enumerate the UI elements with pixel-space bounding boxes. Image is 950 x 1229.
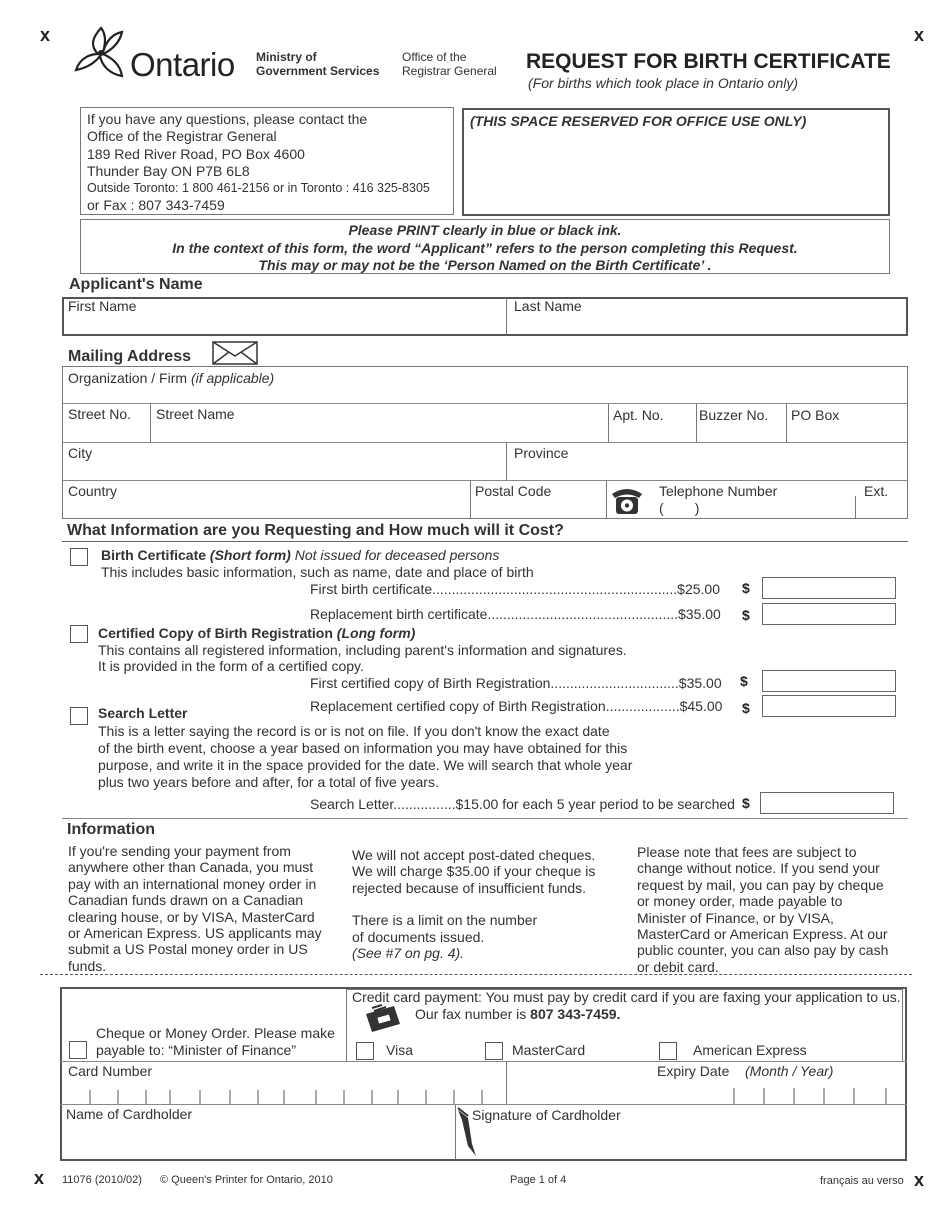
- info-line: If you're sending your payment from: [68, 843, 291, 859]
- street-no-label: Street No.: [68, 406, 132, 422]
- fax-machine-icon: [360, 1002, 404, 1036]
- dollar-sign: $: [740, 673, 748, 689]
- search-line: plus two years before and after, for a total of five years.: [98, 774, 439, 790]
- cheque-instruction-1: Cheque or Money Order. Please make: [96, 1025, 335, 1041]
- extension-input[interactable]: [860, 500, 904, 516]
- info-line: We will not accept post-dated cheques.: [352, 847, 596, 863]
- cheque-instruction-2: payable to: “Minister of Finance”: [96, 1042, 296, 1058]
- last-name-input[interactable]: [512, 314, 904, 334]
- long-form-name: Certified Copy of Birth Registration: [98, 625, 333, 641]
- divider: [786, 404, 787, 442]
- ministry-name: [256, 50, 379, 78]
- organization-note: (if applicable): [190, 370, 275, 386]
- apt-no-label: Apt. No.: [613, 407, 664, 423]
- info-line: or American Express. US applicants may: [68, 925, 322, 942]
- divider: [608, 404, 609, 442]
- information-column-1: [68, 843, 340, 974]
- divider: [62, 403, 908, 404]
- long-form-title: [98, 625, 415, 641]
- corner-mark-top-right: x: [914, 25, 925, 45]
- ink-notice: [80, 222, 890, 275]
- street-name-label: Street Name: [156, 406, 235, 422]
- organization-input[interactable]: [66, 386, 904, 402]
- info-line: submit a US Postal money order in US: [68, 941, 308, 958]
- divider: [150, 404, 151, 442]
- city-input[interactable]: [66, 462, 502, 478]
- visa-checkbox[interactable]: [356, 1042, 374, 1060]
- long-form-description-2: It is provided in the form of a certified copy.: [98, 658, 364, 674]
- divider: [506, 443, 507, 480]
- divider: [62, 818, 908, 819]
- search-letter-fee: Search Letter................$15.00 for each 5 year period to be searched: [310, 796, 735, 812]
- signature-input[interactable]: [486, 1124, 904, 1158]
- telephone-input[interactable]: [720, 500, 850, 516]
- first-certificate-fee: First birth certificate...............................................................$25.00: [310, 581, 721, 597]
- contact-line: or Fax : 807 343-7459: [87, 197, 225, 214]
- notice-line-2: In the context of this form, the word “Applicant” refers to the person completing this Request.: [172, 239, 798, 256]
- office-name: [402, 50, 497, 78]
- province-label: Province: [514, 445, 569, 461]
- applicant-heading: Applicant's Name: [69, 276, 203, 293]
- short-form-description: This includes basic information, such as name, date and place of birth: [101, 564, 534, 580]
- form-subtitle: (For births which took place in Ontario only): [528, 75, 798, 91]
- fax-number: 807 343-7459.: [530, 1006, 621, 1022]
- apt-no-input[interactable]: [612, 424, 692, 440]
- signature-label: Signature of Cardholder: [472, 1107, 621, 1123]
- po-box-label: PO Box: [791, 407, 840, 423]
- info-line: of documents issued.: [352, 928, 485, 945]
- info-line: Minister of Finance, or by VISA,: [637, 909, 834, 926]
- first-name-label: First Name: [68, 298, 137, 314]
- mastercard-checkbox[interactable]: [485, 1042, 503, 1060]
- copyright: © Queen's Printer for Ontario, 2010: [160, 1174, 333, 1186]
- street-no-input[interactable]: [66, 424, 146, 440]
- replacement-copy-amount[interactable]: [762, 695, 896, 717]
- replacement-certificate-fee: Replacement birth certificate.................................................$35.00: [310, 606, 721, 622]
- buzzer-no-input[interactable]: [700, 424, 782, 440]
- visa-label: Visa: [386, 1042, 413, 1058]
- first-name-input[interactable]: [66, 314, 502, 334]
- search-letter-amount[interactable]: [760, 792, 894, 814]
- country-label: Country: [68, 483, 118, 499]
- po-box-input[interactable]: [790, 424, 904, 440]
- spacer: [352, 896, 622, 912]
- office-line-1: Office of the: [402, 50, 467, 64]
- long-form-description-1: This contains all registered information, including parent's information and signatures.: [98, 642, 627, 658]
- first-copy-fee: First certified copy of Birth Registration.................................$35.00: [310, 675, 722, 691]
- telephone-area-code: ( ): [659, 500, 700, 516]
- french-version-note: français au verso: [820, 1175, 904, 1187]
- divider: [62, 480, 908, 481]
- dollar-sign: $: [742, 607, 750, 623]
- street-name-input[interactable]: [154, 424, 604, 440]
- contact-line: If you have any questions, please contact the: [87, 111, 368, 127]
- office-use-label: (THIS SPACE RESERVED FOR OFFICE USE ONLY): [470, 113, 807, 129]
- corner-mark-bottom-right: x: [914, 1170, 925, 1190]
- city-label: City: [68, 445, 93, 461]
- postal-code-input[interactable]: [474, 500, 602, 516]
- information-column-3: [637, 844, 907, 975]
- envelope-icon: [212, 341, 258, 365]
- province-input[interactable]: [512, 462, 904, 478]
- notice-line-1: Please PRINT clearly in blue or black ink.: [348, 222, 622, 238]
- postal-code-label: Postal Code: [475, 483, 552, 499]
- divider: [60, 1104, 907, 1105]
- contact-line: 189 Red River Road, PO Box 4600: [87, 145, 305, 162]
- info-line: or money order, made payable to: [637, 893, 843, 910]
- cardholder-name-input[interactable]: [64, 1124, 452, 1158]
- search-line: This is a letter saying the record is or is not on file. If you don't know the exact date: [98, 723, 610, 739]
- corner-mark-bottom-left: x: [34, 1168, 45, 1188]
- contact-line: Outside Toronto: 1 800 461-2156 or in Toronto : 416 325-8305: [87, 181, 430, 196]
- contact-info: [87, 111, 430, 215]
- contact-line: Office of the Registrar General: [87, 128, 277, 145]
- info-line: rejected because of insufficient funds.: [352, 879, 587, 896]
- extension-label: Ext.: [864, 483, 889, 499]
- mastercard-label: MasterCard: [512, 1042, 586, 1058]
- information-column-2: [352, 847, 622, 961]
- telephone-label: Telephone Number: [659, 483, 778, 499]
- credit-card-instruction: Credit card payment: You must pay by credit card if you are faxing your application to us.: [352, 989, 901, 1005]
- page-number: Page 1 of 4: [510, 1174, 567, 1186]
- divider: [62, 442, 908, 443]
- last-name-label: Last Name: [514, 298, 582, 314]
- country-input[interactable]: [66, 500, 466, 516]
- replacement-copy-fee: Replacement certified copy of Birth Registration...................$45.00: [310, 698, 723, 714]
- card-number-label: Card Number: [68, 1063, 153, 1079]
- short-form-checkbox[interactable]: [70, 548, 88, 566]
- contact-line: Thunder Bay ON P7B 6L8: [87, 162, 250, 179]
- mailing-heading: Mailing Address: [68, 348, 191, 365]
- dollar-sign: $: [742, 580, 750, 596]
- american-express-label: American Express: [693, 1042, 807, 1058]
- fax-number-text: Our fax number is: [415, 1006, 527, 1022]
- info-line: Canadian funds drawn on a Canadian: [68, 892, 304, 909]
- information-heading: Information: [67, 821, 155, 838]
- divider: [60, 1061, 907, 1062]
- office-line-2: Registrar General: [402, 64, 497, 78]
- telephone-icon: [610, 484, 644, 516]
- first-copy-amount[interactable]: [762, 670, 896, 692]
- fax-number-line: [415, 1006, 620, 1022]
- card-number-input[interactable]: [62, 1084, 506, 1104]
- divider: [696, 404, 697, 442]
- info-line: Please note that fees are subject to: [637, 844, 857, 860]
- info-line: anywhere other than Canada, you must: [68, 859, 314, 876]
- divider: [506, 1062, 507, 1104]
- short-form-note: Not issued for deceased persons: [294, 547, 500, 563]
- notice-line-3: This may or may not be the ‘Person Named on the Birth Certificate’ .: [258, 257, 712, 273]
- cheque-checkbox[interactable]: [69, 1041, 87, 1059]
- divider: [506, 298, 507, 334]
- dollar-sign: $: [742, 795, 750, 811]
- info-line: public counter, you can also pay by cash: [637, 942, 889, 959]
- expiry-date-format: (Month / Year): [745, 1063, 834, 1079]
- divider: [606, 481, 607, 518]
- replacement-certificate-amount[interactable]: [762, 603, 896, 625]
- organization-label: [68, 370, 274, 386]
- long-form-checkbox[interactable]: [70, 625, 88, 643]
- search-letter-checkbox[interactable]: [70, 707, 88, 725]
- american-express-checkbox[interactable]: [659, 1042, 677, 1060]
- expiry-date-label: Expiry Date: [657, 1063, 730, 1079]
- short-form-name: Birth Certificate: [101, 547, 207, 563]
- form-number: 11076 (2010/02): [62, 1174, 142, 1186]
- corner-mark-top-left: x: [40, 25, 51, 45]
- short-form-title: [101, 547, 499, 563]
- info-line: change without notice. If you send your: [637, 860, 880, 877]
- search-line: purpose, and write it in the space provided for the date. We will search that whole year: [98, 757, 633, 773]
- first-certificate-amount[interactable]: [762, 577, 896, 599]
- ontario-trillium-logo: [70, 24, 132, 80]
- search-line: of the birth event, choose a year based on information you may have obtained for this: [98, 740, 628, 756]
- info-line: clearing house, or by VISA, MasterCard: [68, 908, 315, 925]
- info-line: request by mail, you can pay by cheque: [637, 876, 884, 893]
- info-line: MasterCard or American Express. At our: [637, 926, 888, 943]
- divider: [470, 481, 471, 518]
- request-heading: What Information are you Requesting and How much will it Cost?: [67, 522, 564, 539]
- short-form-tag: (Short form): [209, 547, 291, 563]
- divider: [62, 541, 908, 542]
- search-letter-description: [98, 723, 632, 791]
- buzzer-no-label: Buzzer No.: [699, 407, 769, 423]
- info-line: We will charge $35.00 if your cheque is: [352, 863, 596, 880]
- info-line: funds.: [68, 957, 107, 974]
- dollar-sign: $: [742, 700, 750, 716]
- divider: [855, 496, 856, 518]
- long-form-tag: (Long form): [336, 625, 416, 641]
- ontario-wordmark: Ontario: [130, 46, 235, 83]
- info-line: (See #7 on pg. 4).: [352, 945, 465, 962]
- info-line: There is a limit on the number: [352, 912, 538, 929]
- organization-text: Organization / Firm: [68, 370, 188, 386]
- cardholder-name-label: Name of Cardholder: [66, 1106, 193, 1122]
- search-letter-title: Search Letter: [98, 705, 188, 721]
- cut-line: [40, 974, 912, 975]
- ministry-line-2: Government Services: [256, 64, 380, 78]
- info-line: pay with an international money order in: [68, 875, 317, 892]
- expiry-date-input[interactable]: [720, 1084, 906, 1104]
- ministry-line-1: Ministry of: [256, 50, 317, 64]
- form-title: REQUEST FOR BIRTH CERTIFICATE: [526, 50, 891, 73]
- info-line: or debit card.: [637, 958, 719, 975]
